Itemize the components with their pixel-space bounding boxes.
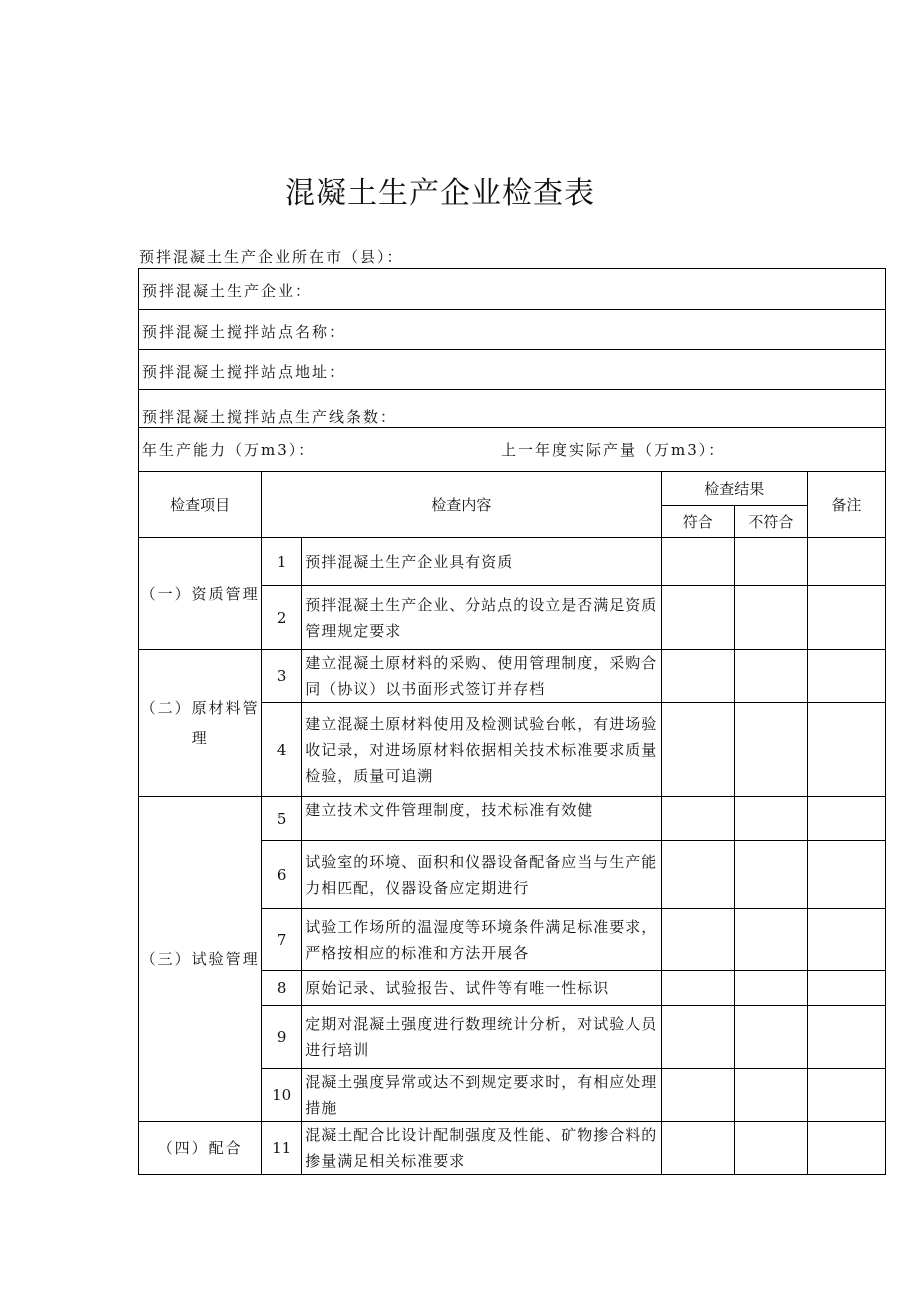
pass-cell[interactable]: [661, 971, 734, 1006]
fail-cell[interactable]: [734, 1122, 807, 1175]
row-content: 混凝土强度异常或达不到规定要求时，有相应处理措施: [302, 1069, 661, 1122]
row-content: 试验室的环境、面积和仪器设备配备应当与生产能力相匹配，仪器设备应定期进行: [302, 841, 661, 909]
remark-cell[interactable]: [807, 586, 885, 650]
row-content: 预拌混凝土生产企业具有资质: [302, 538, 661, 586]
row-content: 试验工作场所的温湿度等环境条件满足标准要求，严格按相应的标准和方法开展各: [302, 909, 661, 971]
row-content: 建立混凝土原材料使用及检测试验台帐，有进场验收记录，对进场原材料依据相关技术标准要求质量检验，质量可追溯: [302, 703, 661, 797]
info-last-year-output-label: 上一年度实际产量（万m3）：: [501, 441, 726, 459]
remark-cell[interactable]: [807, 797, 885, 841]
city-label: 预拌混凝土生产企业所在市（县）：: [139, 248, 404, 266]
row-number: 11: [262, 1122, 302, 1175]
row-content: 建立混凝土原材料的采购、使用管理制度，采购合同（协议）以书面形式签订并存档: [302, 650, 661, 703]
pass-cell[interactable]: [661, 703, 734, 797]
pass-cell[interactable]: [661, 1006, 734, 1069]
remark-cell[interactable]: [807, 703, 885, 797]
row-content: 原始记录、试验报告、试件等有唯一性标识: [302, 971, 661, 1006]
fail-cell[interactable]: [734, 909, 807, 971]
fail-cell[interactable]: [734, 1069, 807, 1122]
fail-cell[interactable]: [734, 971, 807, 1006]
row-number: 8: [262, 971, 302, 1006]
row-number: 4: [262, 703, 302, 797]
row-number: 5: [262, 797, 302, 841]
row-number: 7: [262, 909, 302, 971]
table-row: [139, 1122, 886, 1175]
info-capacity-label: 年生产能力（万m3）：: [142, 441, 316, 459]
pass-cell[interactable]: [661, 1122, 734, 1175]
table-row: [139, 538, 886, 586]
info-row-station-name[interactable]: [139, 309, 885, 349]
pass-cell[interactable]: [661, 1069, 734, 1122]
remark-cell[interactable]: [807, 1006, 885, 1069]
remark-cell[interactable]: [807, 1122, 885, 1175]
row-number: 3: [262, 650, 302, 703]
pass-cell[interactable]: [661, 841, 734, 909]
row-number: 6: [262, 841, 302, 909]
info-line-count-label: 预拌混凝土搅拌站点生产线条数：: [142, 408, 398, 426]
pass-cell[interactable]: [661, 586, 734, 650]
header-item: 检查项目: [139, 472, 262, 538]
header-result: 检查结果: [661, 472, 807, 506]
info-company-label: 预拌混凝土生产企业：: [142, 282, 313, 300]
pass-cell[interactable]: [661, 650, 734, 703]
fail-cell[interactable]: [734, 538, 807, 586]
header-content: 检查内容: [262, 472, 662, 538]
remark-cell[interactable]: [807, 841, 885, 909]
table-row: [139, 650, 886, 703]
remark-cell[interactable]: [807, 538, 885, 586]
row-number: 10: [262, 1069, 302, 1122]
fail-cell[interactable]: [734, 703, 807, 797]
row-number: 9: [262, 1006, 302, 1069]
info-row-station-address[interactable]: [139, 349, 885, 389]
page-title: 混凝土生产企业检查表: [285, 176, 595, 211]
remark-cell[interactable]: [807, 650, 885, 703]
row-number: 2: [262, 586, 302, 650]
fail-cell[interactable]: [734, 586, 807, 650]
pass-cell[interactable]: [661, 797, 734, 841]
remark-cell[interactable]: [807, 971, 885, 1006]
section-label: （一）资质管理: [139, 538, 262, 650]
info-station-name-label: 预拌混凝土搅拌站点名称：: [142, 323, 347, 341]
info-row-line-count[interactable]: [139, 389, 885, 427]
fail-cell[interactable]: [734, 797, 807, 841]
section-label: （二）原材料管理: [139, 650, 262, 797]
fail-cell[interactable]: [734, 841, 807, 909]
row-content: 预拌混凝土生产企业、分站点的设立是否满足资质管理规定要求: [302, 586, 661, 650]
info-row-company[interactable]: [139, 268, 885, 309]
row-number: 1: [262, 538, 302, 586]
remark-cell[interactable]: [807, 909, 885, 971]
info-row-capacity[interactable]: [139, 427, 885, 471]
header-fail: 不符合: [734, 506, 807, 538]
fail-cell[interactable]: [734, 1006, 807, 1069]
info-station-address-label: 预拌混凝土搅拌站点地址：: [142, 363, 347, 381]
remark-cell[interactable]: [807, 1069, 885, 1122]
header-remark: 备注: [807, 472, 885, 538]
section-label: （四）配合: [139, 1122, 262, 1175]
row-content: 定期对混凝土强度进行数理统计分析，对试验人员进行培训: [302, 1006, 661, 1069]
pass-cell[interactable]: [661, 538, 734, 586]
table-row: [139, 797, 886, 841]
pass-cell[interactable]: [661, 909, 734, 971]
section-label: （三）试验管理: [139, 797, 262, 1122]
info-block: [138, 268, 886, 471]
row-content: 建立技术文件管理制度，技术标准有效健: [302, 797, 661, 841]
inspection-table: [138, 471, 886, 1175]
row-content: 混凝土配合比设计配制强度及性能、矿物掺合料的掺量满足相关标准要求: [302, 1122, 661, 1175]
header-pass: 符合: [661, 506, 734, 538]
fail-cell[interactable]: [734, 650, 807, 703]
